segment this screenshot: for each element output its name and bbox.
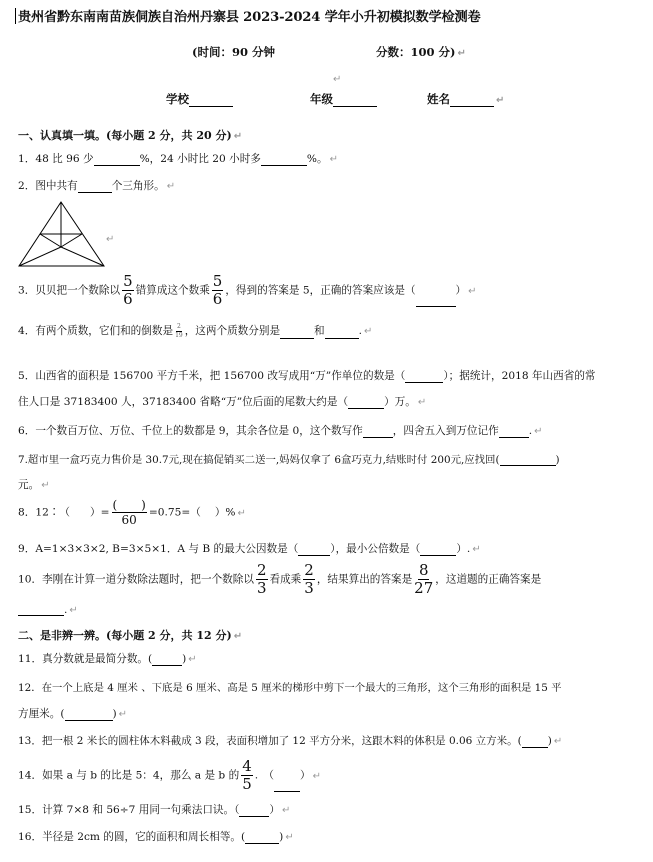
question-7-line-1: 7.超市里一盒巧克力售价是 30.7元,现在搞促销买二送一,妈妈仅拿了 6盒巧克力,结账时付 200元,应找回( ) <box>18 454 560 466</box>
question-16: 16．半径是 2cm 的圆，它的面积和周长相等。( ) ↵ <box>18 831 294 843</box>
fraction-2-3: $\frac{2}{3}$ <box>304 561 314 597</box>
exam-score: 分数：100 分) ↵ <box>376 45 466 59</box>
question-1: 1．48 比 96 少 %，24 小时比 20 小时多 %。 ↵ <box>18 153 338 165</box>
question-15: 15．计算 7×8 和 56÷7 用同一句乘法口诀。（ ） ↵ <box>18 804 291 816</box>
question-8: 8．12∶（ ）= $\frac{( )}{60}$ =0.75=（ ）% ↵ <box>18 498 246 527</box>
fraction-4-5: $\frac{4}{5}$ <box>242 757 252 793</box>
fraction-2-19: $\frac{2}{19}$ <box>175 322 183 339</box>
question-7-line-2: 元。 ↵ <box>18 479 50 491</box>
question-14: 14．如果 a 与 b 的比是 5：4，那么 a 是 b 的 $\frac{4}{5}$ . （ ） ↵ <box>18 757 321 793</box>
fraction-8-27: $\frac{8}{27}$ <box>414 561 434 597</box>
question-12-line-2: 方厘米。( ) ↵ <box>18 708 128 720</box>
question-6: 6．一个数百万位、万位、千位上的数都是 9，其余各位是 0，这个数写作 ，四舍五入到万位记作 . ↵ <box>18 425 543 437</box>
question-10-line-2: . ↵ <box>18 603 78 616</box>
question-11: 11．真分数就是最简分数。( ) ↵ <box>18 653 197 665</box>
section-2-heading: 二、是非辨一辨。(每小题 2 分，共 12 分) ↵ <box>18 629 243 642</box>
question-10-line-1: 10．李刚在计算一道分数除法题时，把一个数除以 $\frac{2}{3}$ 看成乘 $\frac{2}{3}$ ，结果算出的答案是 $\frac{8}{27}$ ，这道题的正确答案是 <box>18 561 542 597</box>
return-mark: ↵ <box>106 234 115 245</box>
question-3: 3．贝贝把一个数除以 $\frac{5}{6}$ 错算成这个数乘 $\frac{5}{6}$ ，得到的答案是 5，正确的答案应该是（ ） ↵ <box>18 272 477 308</box>
fraction-5-6: $\frac{5}{6}$ <box>212 272 223 308</box>
section-1-heading: 一、认真填一填。(每小题 2 分，共 20 分) ↵ <box>18 129 243 142</box>
page-title: 贵州省黔东南南苗族侗族自治州丹寨县 2023-2024 学年小升初模拟数学检测卷 <box>18 6 481 25</box>
question-4: 4．有两个质数，它们和的倒数是 $\frac{2}{19}$ ，这两个质数分别是 和 . ↵ <box>18 322 373 339</box>
return-mark: ↵ <box>333 74 342 85</box>
question-5-line-1: 5．山西省的面积是 156700 平方千米，把 156700 改写成用“万”作单位的数是（ ）；据统计，2018 年山西省的常 <box>18 370 596 382</box>
triangle-figure <box>16 199 111 269</box>
fraction-blank-60: $\frac{( )}{60}$ <box>112 498 146 527</box>
exam-time: (时间：90 分钟 <box>192 45 275 59</box>
grade-field[interactable]: 年级 <box>310 91 377 107</box>
fraction-5-6: $\frac{5}{6}$ <box>123 272 133 308</box>
school-field[interactable]: 学校 <box>166 91 233 107</box>
question-9: 9．A=1×3×3×2, B=3×5×1．A 与 B 的最大公因数是（ ），最小公倍数是（ ）. ↵ <box>18 543 481 555</box>
fraction-2-3: $\frac{2}{3}$ <box>256 561 267 597</box>
name-field[interactable]: 姓名 ↵ <box>427 92 505 106</box>
question-12-line-1: 12．在一个上底是 4 厘米 、下底是 6 厘米、高是 5 厘米的梯形中剪下一个最大的三角形，这个三角形的面积是 15 平 <box>18 682 562 694</box>
question-13: 13．把一根 2 米长的圆柱体木料截成 3 段，表面积增加了 12 平方分米，这跟木料的体积是 0.06 立方米。( ) ↵ <box>18 735 563 747</box>
question-5-line-2: 住人口是 37183400 人，37183400 省略“万”位后面的尾数大约是（ ）万。 ↵ <box>18 396 427 408</box>
question-2: 2．图中共有 个三角形。 ↵ <box>18 180 176 192</box>
